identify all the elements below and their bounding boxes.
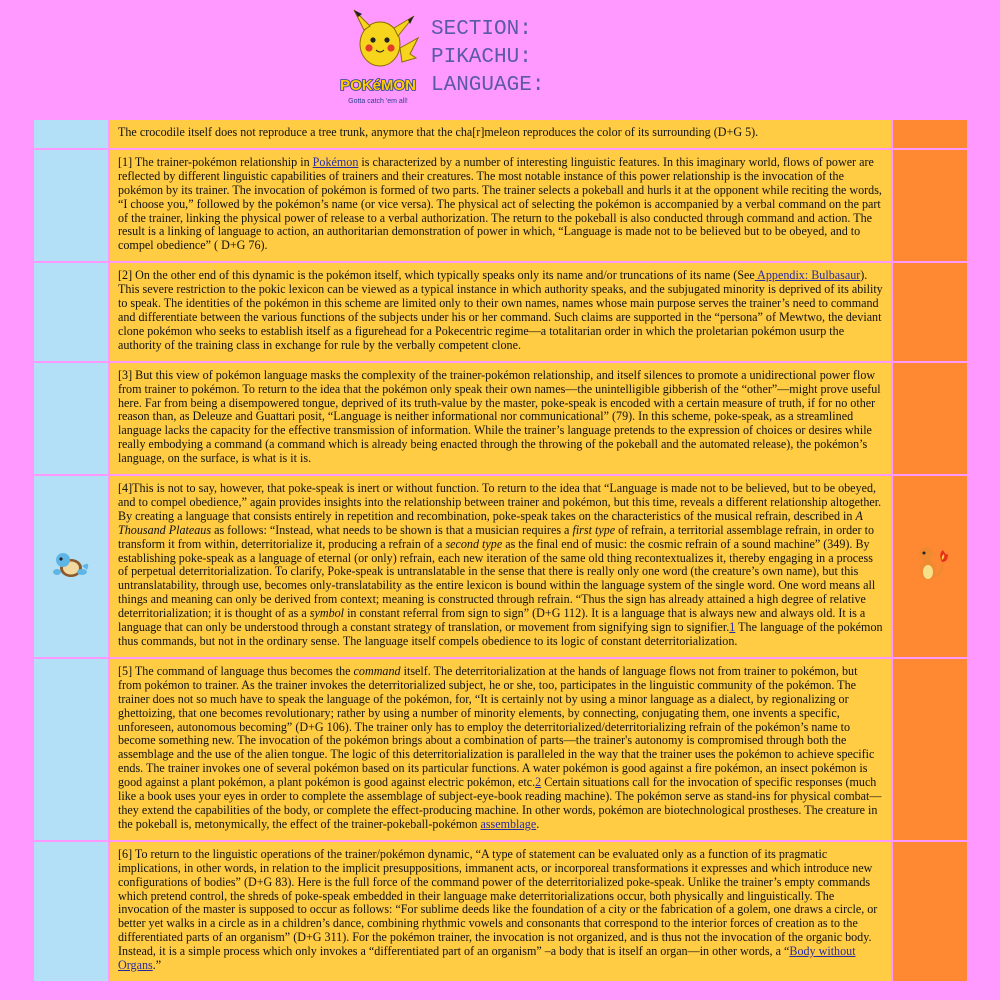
epigraph-cell — [110, 120, 891, 148]
content-table — [32, 118, 969, 983]
paragraph-2 — [110, 263, 891, 360]
right-cell — [893, 363, 967, 474]
paragraph-text: in constant referral from sign to sign” (D+G 112). It is a language that is always new and always old. It is a language that can only be understood through a constant strategy of translation, or movement from signifying sign to signifier. — [118, 606, 866, 635]
paragraph-text: as follows: “Instead, what needs to be shown is that a musician requires a — [211, 522, 573, 537]
emphasis: second type — [445, 536, 503, 551]
paragraph-text: of refrain, a territorial assemblage refrain, in order to transform it from within, deterritorialize it, producing a refrain of a — [118, 522, 875, 551]
book-title: A Thousand Plateaus — [118, 508, 863, 537]
logo-text: POKéMON — [340, 77, 416, 94]
assemblage-link[interactable]: assemblage — [480, 816, 537, 831]
paragraph-text: as the final end of music: the cosmic refrain of a sound machine” (349). By establishing poke-speak as a language of eternal (or only) refrain, each new iteration of the same old thing recontextualizes it, thereby engaging in a process of perpetual deterritorialization. To clarify, Poke-speak is untranslatable in the sense that there is really only one word (the creature’s own name), but this untranslatability, through use, becomes only-translatability as the entire lexicon is bound within the language system of the single word. One word means all things and meaning can only be derived from context; meaning is constructed through refrain. “Thus the sign has already attained a high degree of relative deterritorialization; it is thought of as a — [118, 536, 876, 621]
section-title: SECTION: PIKACHU: LANGUAGE: — [431, 18, 545, 97]
table-row — [34, 150, 967, 261]
body-without-organs-link[interactable]: Body without Organs — [118, 944, 856, 973]
paragraph-text: [1] The trainer-pokémon relationship in — [118, 154, 313, 169]
right-cell — [893, 659, 967, 840]
left-cell — [34, 363, 108, 474]
paragraph-1 — [110, 150, 891, 261]
pokemon-link[interactable]: Pokémon — [312, 154, 359, 169]
right-cell — [893, 476, 967, 657]
emphasis: symbol — [309, 606, 345, 621]
paragraph-text: The language of the pokémon thus commands, but not in the ordinary sense. The language itself compels obedience to its logic of constant deterritorialization. — [118, 620, 883, 648]
paragraph-text: [3] But this view of pokémon language masks the complexity of the trainer-pokémon relationship, and itself silences to promote a unidirectional power flow from trainer to pokémon. To return to the idea that the pokémon only speak their own names—the unintelligible gibberish of the “other”—might prove useful here. Far from being a disempowered tongue, deprived of its truth-value by the master, poke-speak is encoded with a certain measure of truth, if for no other reason than, as Deleuze and Guattari posit, “Language is neither informational nor communicational” (79). In this scheme, poke-speak, as a streamlined language lacks the capacity for the effective transmission of information. While the trainer’s language pretends to the expression of choices or desires while really embodying a command (a command which is already being enacted through the throwing of the pokeball and the automated release), the pokémon’s language, on the surface, is what is it is. — [118, 367, 881, 466]
charmander-icon — [908, 542, 952, 586]
left-cell — [34, 263, 108, 360]
paragraph-text: ). This severe restriction to the pokic lexicon can be viewed as a typical instance in which authority speaks, and the subjugated minority is deprived of its ability to speak. The identities of the pokémon in this scheme are limited only to their own names, names whose main purpose serves the trainer’s need to command and differentiate between the various functions of the subjects under his or her command. Such claims are supported in the “persona” of Mewtwo, the deviant clone pokémon who seeks to establish itself as a figurehead for a Pokecentric regime—a totalitarian order in which the proletarian pokémon usurp the authority of the training class in exchange for rule by the verbally competent clone. — [118, 268, 883, 352]
table-row — [34, 476, 967, 657]
right-cell — [893, 120, 967, 148]
paragraph-text: [6] To return to the linguistic operations of the trainer/pokémon dynamic, “A type of statement can be evaluated only as a function of its pragmatic implications, in other words, in relation to the implicit presuppositions, immanent acts, or incorporeal transformations it expresses and which introduce new configurations of bodies” (D+G 83). Here is the full force of the command power of the deterritorialized poke-speak. Unlike the trainer’s empty commands which pretend control, the shreds of poke-speak embedded in their language make deterritorializations occur, both physically and linguistically. The invocation of the master is supposed to occur as follows: “For sublime deeds like the foundation of a city or the fabrication of a golem, one draws a circle, or better yet walks in a circle as in a children’s dance, combining rhythmic vowels and consonants that correspond to the interior forces of creation as to the differentiated parts of an organism” (D+G 311). For the pokémon trainer, the invocation is not organized, and is thus not the invocation of the organic body. Instead, it is a simple process which only invokes a “differentiated part of an organism” –a body that is itself an organ—in other words, a “ — [118, 846, 878, 959]
paragraph-text: itself. The deterritorialization at the hands of language flows not from trainer to pokémon, but from pokémon to trainer. As the trainer invokes the deterritorialized subject, he or she, too, participates in the linguistic community of the pokémon. The trainer does not so much have to speak the language of the pokémon, for, “It is certainly not by using a minor language as a dialect, by regionalizing or ghettoizing, that one becomes revolutionary; rather by using a number of minority elements, by connecting, conjugating them, one invents a specific, unforeseen, autonomous becoming” (D+G 106). The trainer only has to employ the deterritorialized/deterritorializing refrain of the pokémon’s name to become something new. The invocation of the pokémon brings about a combination of parts—the trainer's autonomy is compromised through both the assemblage and the use of the alien tongue. The logic of this deterritorialization is paralleled in the way that the trainer uses the pokémon to achieve specific ends. The trainer invokes one of several pokémon based on its particular functions. A water pokémon is good against a fire pokémon, an insect pokémon is good against a plant pokémon, a plant pokémon is good against electric pokémon, etc. — [118, 663, 875, 790]
right-cell — [893, 263, 967, 360]
paragraph-text: .” — [152, 958, 162, 973]
paragraph-text: is characterized by a number of interesting linguistic features. In this imaginary world, flows of power are reflected by different linguistic capabilities of trainers and their creatures. The most notable instance of this power relationship is the invocation of the pokémon by its trainer. The invocation of pokémon is formed of two parts. The trainer selects a pokeball and hurls it at the opponent while reciting the words, “I choose you,” followed by the pokémon’s name (or vice versa). The physical act of selecting the pokémon is accompanied by a verbal command on the part of the trainer, linking the physical power of release to a verbal authorization. The return to the pokeball is also conducted through command and action. The result is a linking of language to action, an authoritarian demonstration of power in which, “Language is made not to be believed but to be obeyed, and to compel obedience” ( D+G 76). — [118, 154, 882, 253]
table-row — [34, 263, 967, 360]
table-row — [34, 842, 967, 981]
logo-tagline: Gotta catch 'em all! — [348, 98, 408, 105]
emphasis: first type — [572, 522, 616, 537]
emphasis: command — [353, 663, 401, 678]
left-cell — [34, 659, 108, 840]
paragraph-text: [4]This is not to say, however, that poke-speak is inert or without function. To return to the idea that “Language is made not to be believed, but to be obeyed, and to compel obedience,” again provides insights into the relationship between trainer and pokémon, but this time, reveals a different relationship altogether. By creating a language that consists entirely in repetition and recombination, poke-speak takes on the characteristics of the musical refrain, described in — [118, 481, 882, 523]
table-row — [34, 363, 967, 474]
appendix-bulbasaur-link[interactable]: Appendix: Bulbasaur — [754, 268, 861, 283]
left-cell — [34, 120, 108, 148]
pikachu-pokemon-logo — [336, 8, 420, 108]
paragraph-6 — [110, 842, 891, 981]
paragraph-3 — [110, 363, 891, 474]
table-row — [34, 659, 967, 840]
footnote-1-link[interactable]: 1 — [729, 620, 736, 635]
page-header — [0, 0, 1000, 118]
paragraph-text: [5] The command of language thus becomes the — [118, 663, 354, 678]
epigraph-text: The crocodile itself does not reproduce a tree trunk, anymore that the cha[r]meleon reproduces the color of its surrounding (D+G 5). — [118, 125, 759, 139]
left-cell — [34, 150, 108, 261]
paragraph-text: Certain situations call for the invocation of specific responses (much like a book uses your eyes in order to complete the assemblage of subject-eye-book reading machine). The pokémon serve as stand-ins for physical combat—they extend the capabilities of the body, or complete the effect-producing machine. In other words, pokémon are biotechnological prostheses. The creature in the pokeball is, metonymically, the effect of the trainer-pokeball-pokémon — [118, 775, 882, 831]
left-cell — [34, 476, 108, 657]
table-row — [34, 120, 967, 148]
squirtle-icon — [49, 542, 93, 586]
paragraph-text: . — [536, 816, 540, 831]
paragraph-4 — [110, 476, 891, 657]
left-cell — [34, 842, 108, 981]
paragraph-text: [2] On the other end of this dynamic is the pokémon itself, which typically speaks only its name and/or truncations of its name (See — [118, 268, 755, 283]
right-cell — [893, 150, 967, 261]
footnote-2-link[interactable]: 2 — [535, 775, 542, 790]
right-cell — [893, 842, 967, 981]
paragraph-5 — [110, 659, 891, 840]
